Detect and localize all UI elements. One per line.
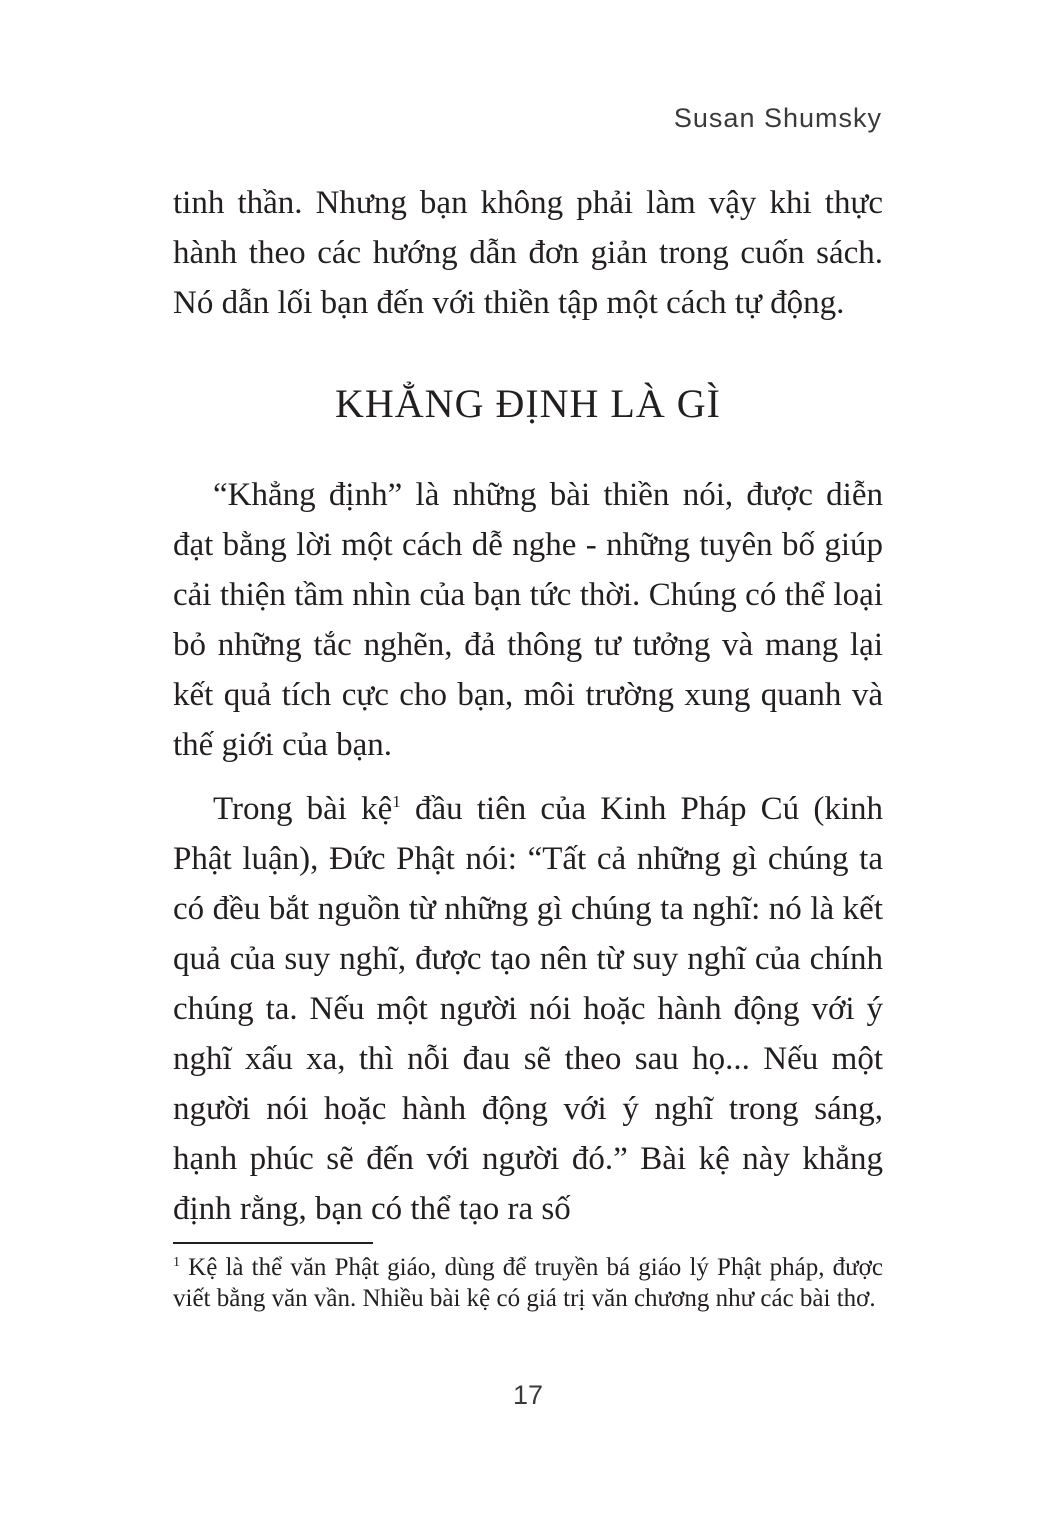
footnote-reference[interactable]: 1 bbox=[392, 792, 401, 811]
footnote-divider bbox=[173, 1242, 373, 1244]
paragraph-1 bbox=[173, 470, 883, 770]
footnote-text: Kệ là thể văn Phật giáo, dùng để truyền bá giáo lý Phật pháp, được viết bằng văn vần. Nhiều bài kệ có giá trị văn chương như các bài thơ. bbox=[173, 1254, 883, 1312]
paragraph-1-text: “Khẳng định” là những bài thiền nói, được diễn đạt bằng lời một cách dễ nghe - những tuyên bố giúp cải thiện tầm nhìn của bạn tức thời. Chúng có thể loại bỏ những tắc nghẽn, đả thông tư tưởng và mang lại kết quả tích cực cho bạn, môi trường xung quanh và thế giới của bạn. bbox=[173, 477, 883, 763]
footnote bbox=[173, 1252, 883, 1314]
paragraph-2 bbox=[173, 784, 883, 1234]
running-head-author: Susan Shumsky bbox=[673, 103, 882, 133]
footnote-marker: 1 bbox=[173, 1255, 180, 1270]
paragraph-2-body: đầu tiên của Kinh Pháp Cú (kinh Phật luận), Đức Phật nói: “Tất cả những gì chúng ta có đều bắt nguồn từ những gì chúng ta nghĩ: nó là kết quả của suy nghĩ, được tạo nên từ suy nghĩ của chính chúng ta. Nếu một người nói hoặc hành động với ý nghĩ xấu xa, thì nỗi đau sẽ theo sau họ... Nếu một người nói hoặc hành động với ý nghĩ trong sáng, hạnh phúc sẽ đến với người đó.” Bài kệ này khẳng định rằng, bạn có thể tạo ra số bbox=[173, 791, 884, 1227]
intro-text: tinh thần. Nhưng bạn không phải làm vậy khi thực hành theo các hướng dẫn đơn giản trong cuốn sách. Nó dẫn lối bạn đến với thiền tập một cách tự động. bbox=[173, 185, 883, 321]
page-number: 17 bbox=[512, 1380, 544, 1410]
intro-paragraph bbox=[173, 178, 883, 328]
section-heading: KHẲNG ĐỊNH LÀ GÌ bbox=[335, 381, 721, 426]
paragraph-2-text bbox=[173, 784, 883, 1234]
paragraph-2-lead: Trong bài kệ bbox=[213, 791, 393, 827]
